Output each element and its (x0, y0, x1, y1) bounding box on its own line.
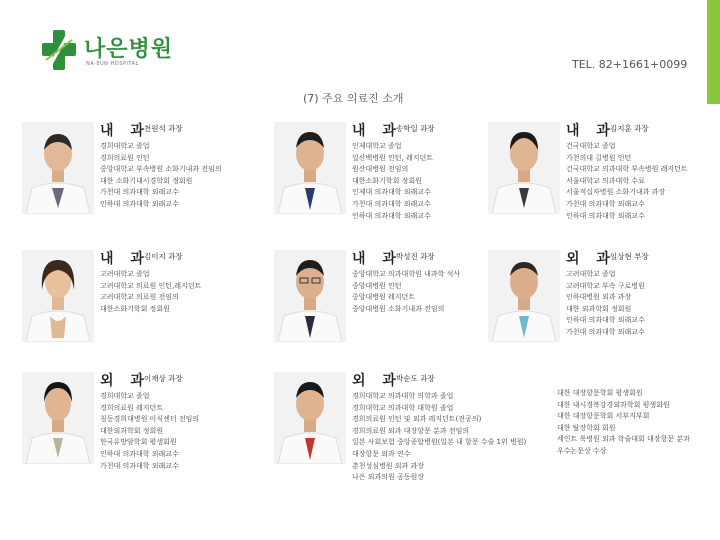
department-label: 내 과 (352, 251, 402, 267)
department-label: 내 과 (352, 123, 402, 139)
doctor-photo (274, 250, 346, 342)
bio-item: 중앙대병원 레지던트 (352, 293, 416, 302)
department-label: 내 과 (566, 123, 616, 139)
telephone: TEL. 82+1661+0099 (572, 58, 688, 71)
bio-item: 가천대 의과대학 외래교수 (566, 327, 645, 336)
bio-item: 중앙대병원 소화기내과 전임의 (352, 304, 445, 313)
doctor-bio (352, 141, 433, 222)
doctor-name: 김이지 과장 (144, 252, 183, 261)
bio-item: 인하대병원 외과 과장 (566, 293, 632, 302)
bio-item: 대한 외과학회 정회원 (566, 304, 632, 313)
bio-item: 칭동경희대병원 이식센터 전임의 (100, 415, 200, 424)
page-title: (7) 주요 의료진 소개 (303, 92, 404, 105)
bio-item: 춘천성심병원 외과 과장 (352, 461, 425, 470)
doctor-bio (566, 141, 688, 222)
hospital-logo (42, 30, 202, 72)
bio-item: 인제대 의과대학 외래교수 (352, 188, 431, 197)
department-label: 외 과 (566, 251, 616, 267)
bio-item: 대한외과학회 정회원 (100, 426, 164, 435)
doctor-card (274, 250, 489, 380)
doctor-bio (100, 391, 199, 472)
bio-item: 대한 내시경복강경외과학회 평생회원 (557, 400, 670, 409)
doctor-bio (566, 269, 645, 339)
cross-logo-icon (42, 30, 76, 70)
logo-korean-text: 나은병원 (84, 37, 174, 62)
bio-item: 일본 사회보험 중앙종합병원(일본 내 항문 수술 1위 병원) (352, 438, 527, 447)
bio-item: 대한소화기학회 정회원 (352, 176, 422, 185)
doctor-card (488, 122, 703, 252)
bio-item: 인하대 의과대학 외래교수 (352, 211, 431, 220)
doctor-name: 임상현 부장 (610, 252, 649, 261)
bio-item: 가천의대 길병원 인턴 (566, 153, 632, 162)
bio-item: 고려대학교 의료원 전임의 (100, 293, 179, 302)
bio-item: 중앙대학교 부속병원 소화기내과 전임의 (100, 165, 222, 174)
department-label: 외 과 (352, 373, 402, 389)
doctor-bio (352, 269, 460, 315)
doctor-card (274, 122, 489, 252)
doctor-portrait-icon (274, 250, 346, 342)
doctor-portrait-icon (488, 250, 560, 342)
doctor-portrait-icon (274, 372, 346, 464)
doctor-portrait-icon (274, 122, 346, 214)
doctor-card (22, 122, 237, 252)
bio-item: 고려대학교 의료원 인턴,레지던트 (100, 281, 202, 290)
doctor-photo (274, 122, 346, 214)
bio-item: 가천대 의과대학 외래교수 (100, 461, 179, 470)
doctor-photo (22, 372, 94, 464)
bio-item: 고려대학교 부속 구로병원 (566, 281, 645, 290)
bio-item: 경희대학교 의과대학 대학원 졸업 (352, 403, 454, 412)
bio-item: 대한 대장항문학회 서부지부회 (557, 412, 650, 421)
doctor-photo (22, 122, 94, 214)
bio-item: 경희의료원 레지던트 (100, 403, 164, 412)
doctor-photo (488, 250, 560, 342)
bio-item: 가천대 의과대학 외래교수 (566, 199, 645, 208)
doctor-name: 박순도 과장 (396, 374, 435, 383)
doctor-portrait-icon (22, 250, 94, 342)
doctor-card (488, 250, 703, 380)
bio-item: 건국대학교 졸업 (566, 142, 616, 150)
logo-english-text: NA-EUN HOSPITAL (86, 61, 139, 67)
doctor-name: 이재상 과장 (144, 374, 183, 383)
doctor-portrait-icon (488, 122, 560, 214)
doctor-portrait-icon (22, 372, 94, 464)
doctor-card (274, 372, 564, 502)
doctor-card (22, 250, 237, 380)
department-label: 내 과 (100, 251, 150, 267)
doctor-bio (100, 269, 201, 315)
department-label: 외 과 (100, 373, 150, 389)
bio-item: 경희의료원 인턴 및 외과 레지던트(전공의) (352, 415, 482, 424)
bio-item: 인제대학교 졸업 (352, 142, 402, 150)
doctor-bio (352, 391, 526, 484)
doctor-name: 송학일 과장 (396, 124, 435, 133)
bio-item: 중앙대학교 의과대학원 내과학 석사 (352, 270, 461, 278)
bio-item: 가천대 의과대학 외래교수 (352, 199, 431, 208)
doctor-name: 김지훈 과장 (610, 124, 649, 133)
bio-item: 대장항문 외과 연수 (352, 449, 411, 458)
bio-item: 대한 소화기내시경학회 정회원 (100, 176, 193, 185)
doctor-card (22, 372, 237, 502)
bio-item: 한국유방암학회 평생회원 (100, 438, 177, 447)
bio-item: 경희대학교 졸업 (100, 142, 150, 150)
bio-item: 서울대학교 의과대학 수료 (566, 176, 645, 185)
accent-bar (707, 0, 720, 104)
doctor-portrait-icon (22, 122, 94, 214)
bio-item: 경희의료원 인턴 (100, 153, 150, 162)
bio-item: 나은 외과의원 공동원장 (352, 473, 425, 482)
bio-item: 대한소화기학회 정회원 (100, 304, 170, 313)
bio-item: 대한 대장항문학회 평생회원 (557, 389, 643, 397)
bio-item: 세인트 룩병원 외과 학술대회 대장항문 분과 (557, 435, 690, 444)
bio-item: 경희대학교 졸업 (100, 392, 150, 400)
bio-item: 대한 탈장학회 회원 (557, 423, 616, 432)
department-label: 내 과 (100, 123, 150, 139)
bio-item: 가천대 의과대학 외래교수 (100, 188, 179, 197)
bio-item: 인하대 의과대학 외래교수 (100, 449, 179, 458)
bio-item: 인하대 의과대학 외래교수 (100, 199, 179, 208)
bio-item: 일산백병원 인턴, 레지던트 (352, 153, 434, 162)
bio-item: 고려대학교 졸업 (100, 270, 150, 278)
doctor-bio (100, 141, 222, 211)
bio-item: 고려대학교 졸업 (566, 270, 616, 278)
bio-item: 우수논문상 수상 (557, 446, 607, 455)
doctor-name: 천원석 과장 (144, 124, 183, 133)
bio-item: 경희의료원 외과 대장항문 분과 전임의 (352, 426, 470, 435)
bio-item: 경희대학교 의과대학 의학과 졸업 (352, 392, 454, 400)
doctor-photo (274, 372, 346, 464)
bio-item: 중앙대병원 인턴 (352, 281, 402, 290)
doctor-bio-continued (557, 388, 690, 458)
bio-item: 원산대병원 전임의 (352, 165, 409, 174)
doctor-photo (488, 122, 560, 214)
doctor-name: 박성진 과장 (396, 252, 435, 261)
bio-item: 인하대 의과대학 외래교수 (566, 211, 645, 220)
bio-item: 건국대학교 의과대학 부속병원 레지던트 (566, 165, 688, 174)
bio-item: 인하대 의과대학 외래교수 (566, 316, 645, 325)
doctor-photo (22, 250, 94, 342)
bio-item: 서울적십자병원 소화기내과 과장 (566, 188, 666, 197)
